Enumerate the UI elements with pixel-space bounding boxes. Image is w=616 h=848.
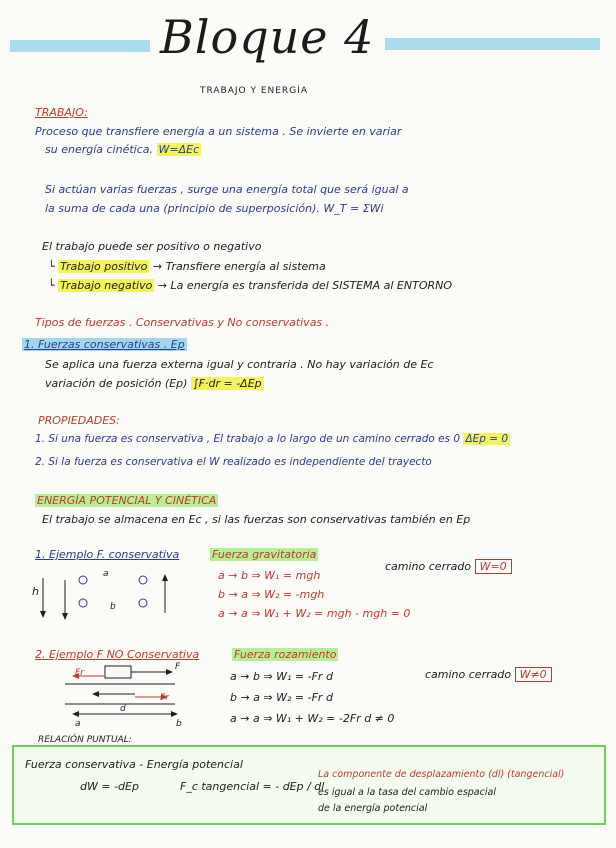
ejemplo1-l1: a → b ⇒ W₁ = mgh bbox=[218, 569, 321, 582]
gravity-h-label: h bbox=[32, 585, 39, 598]
propiedad-1-formula: ΔEp = 0 bbox=[465, 433, 509, 445]
trabajo-positivo-label: Trabajo positivo bbox=[60, 260, 148, 273]
relacion-note1: La componente de desplazamiento (dl) (tangencial) bbox=[318, 769, 565, 780]
fuerzas-cons-line2 bbox=[45, 377, 264, 391]
branch-icon: └ bbox=[48, 279, 55, 292]
ejemplo2-l3: a → a ⇒ W₁ + W₂ = -2Fr d ≠ 0 bbox=[230, 712, 395, 725]
friction-d-label: d bbox=[120, 704, 126, 714]
relacion-eq2: F_c tangencial = - dEp / dl bbox=[180, 780, 325, 793]
energia-line: El trabajo se almacena en Ec , si las fuerzas son conservativas también en Ep bbox=[42, 513, 471, 526]
ejemplo1-force-text: Fuerza gravitatoria bbox=[212, 548, 317, 561]
ejemplo2-closed bbox=[425, 668, 552, 682]
gravity-b-label: b bbox=[110, 602, 116, 612]
relacion-note2: es igual a la tasa del cambio espacial bbox=[318, 787, 496, 798]
fuerzas-conservativas-heading bbox=[22, 338, 187, 352]
gravity-a-label: a bbox=[103, 569, 109, 579]
fuerzas-cons-formula: ∫F·dr = -ΔEp bbox=[192, 377, 262, 390]
ejemplo1-l3: a → a ⇒ W₁ + W₂ = mgh - mgh = 0 bbox=[218, 607, 411, 620]
trabajo-negativo-desc: → La energía es transferida del SISTEMA al ENTORNO bbox=[157, 279, 453, 292]
relacion-note3: de la energía potencial bbox=[318, 803, 428, 814]
tipos-fuerzas: Tipos de fuerzas . Conservativas y No conservativas . bbox=[35, 316, 330, 329]
energia-heading-text: ENERGÍA POTENCIAL Y CINÉTICA bbox=[37, 494, 217, 507]
ejemplo1-force bbox=[210, 548, 318, 562]
branch-icon: └ bbox=[48, 260, 55, 273]
friction-diagram bbox=[65, 664, 215, 724]
title-highlight-right bbox=[385, 38, 600, 50]
trabajo-def-formula: W=ΔEc bbox=[158, 143, 200, 156]
ejemplo2-closed-result: W≠0 bbox=[515, 667, 552, 682]
trabajo-negativo-row bbox=[48, 279, 452, 293]
trabajo-def-line1: Proceso que transfiere energía a un sistema . Se invierte en variar bbox=[35, 125, 402, 138]
ejemplo1-l2: b → a ⇒ W₂ = -mgh bbox=[218, 588, 325, 601]
relacion-eq1: dW = -dEp bbox=[80, 780, 139, 793]
trabajo-positivo-desc: → Transfiere energía al sistema bbox=[152, 260, 326, 273]
friction-b-label: b bbox=[176, 719, 182, 729]
fuerzas-cons-line1: Se aplica una fuerza externa igual y contraria . No hay variación de Ec bbox=[45, 358, 434, 371]
relacion-heading: RELACIÓN PUNTUAL: bbox=[38, 735, 132, 745]
title-highlight-left bbox=[10, 40, 150, 52]
page-title: Bloque 4 bbox=[160, 10, 375, 64]
ejemplo1-closed-label: camino cerrado bbox=[385, 560, 472, 573]
fuerzas-conservativas-title: 1. Fuerzas conservativas . Ep bbox=[24, 338, 185, 351]
trabajo-positivo-row bbox=[48, 260, 326, 274]
propiedad-1 bbox=[35, 432, 510, 446]
ejemplo1-closed bbox=[385, 560, 512, 574]
ejemplo2-force bbox=[232, 648, 338, 662]
relacion-line1: Fuerza conservativa - Energía potencial bbox=[25, 758, 243, 771]
trabajo-sign-intro: El trabajo puede ser positivo o negativo bbox=[42, 240, 262, 253]
superposicion-text: la suma de cada una (principio de superposición). bbox=[45, 202, 320, 215]
trabajo-def-text: su energía cinética. bbox=[45, 143, 154, 156]
trabajo-def-line2 bbox=[45, 143, 201, 157]
superposicion-formula: W_T = ΣWi bbox=[323, 202, 384, 215]
fuerzas-cons-text: variación de posición (Ep) bbox=[45, 377, 188, 390]
trabajo-negativo-label: Trabajo negativo bbox=[60, 279, 153, 292]
ejemplo2-l1: a → b ⇒ W₁ = -Fr d bbox=[230, 670, 333, 683]
page-subtitle: TRABAJO Y ENERGÍA bbox=[200, 86, 308, 96]
ejemplo2-l2: b → a ⇒ W₂ = -Fr d bbox=[230, 691, 333, 704]
friction-a-label: a bbox=[75, 719, 81, 729]
superposicion-line1: Si actúan varias fuerzas , surge una energía total que será igual a bbox=[45, 183, 409, 196]
friction-f-label: F bbox=[175, 662, 181, 672]
gravity-diagram bbox=[25, 568, 205, 628]
trabajo-heading: TRABAJO: bbox=[35, 106, 88, 119]
propiedades-heading: PROPIEDADES: bbox=[38, 414, 120, 427]
energia-heading bbox=[35, 494, 218, 508]
ejemplo2-closed-label: camino cerrado bbox=[425, 668, 512, 681]
friction-fr-label-top: Fr bbox=[75, 668, 84, 678]
propiedad-2: 2. Si la fuerza es conservativa el W realizado es independiente del trayecto bbox=[35, 456, 432, 468]
friction-fr-label-bottom: Fr bbox=[160, 693, 169, 703]
ejemplo2-heading: 2. Ejemplo F NO Conservativa bbox=[35, 648, 200, 661]
propiedad-1-text: 1. Si una fuerza es conservativa , El trabajo a lo largo de un camino cerrado es 0 bbox=[35, 433, 461, 445]
superposicion-line2 bbox=[45, 202, 384, 216]
ejemplo2-force-text: Fuerza rozamiento bbox=[234, 648, 337, 661]
ejemplo1-heading: 1. Ejemplo F. conservativa bbox=[35, 548, 180, 561]
ejemplo1-closed-result: W=0 bbox=[475, 559, 512, 574]
